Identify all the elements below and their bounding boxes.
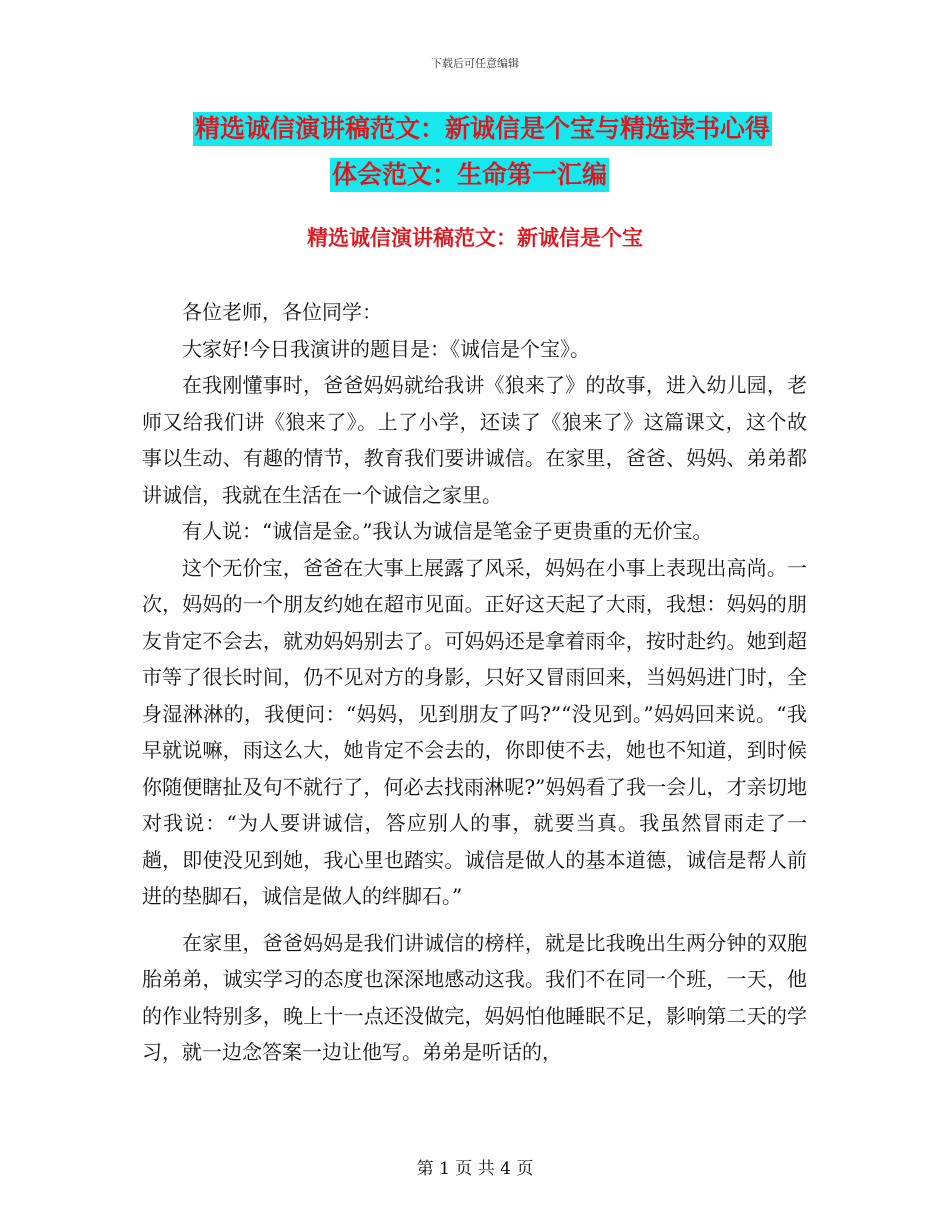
section-title: 精选诚信演讲稿范文：新诚信是个宝 <box>307 226 643 250</box>
paragraph: 大家好!今日我演讲的题目是：《诚信是个宝》。 <box>182 336 591 361</box>
body-text <box>142 294 807 1071</box>
title-line-1: 精选诚信演讲稿范文：新诚信是个宝与精选读书心得 <box>193 112 772 146</box>
paragraph: 有人说：“诚信是金。”我认为诚信是笔金子更贵重的无价宝。 <box>182 519 713 543</box>
paragraph: 这个无价宝，爸爸在大事上展露了风采，妈妈在小事上表现出高尚。一次，妈妈的一个朋友约她在超市见面。正好这天起了大雨，我想：妈妈的朋友肯定不会去，就劝妈妈别去了。可妈妈还是拿着雨伞，按时赴约。她到超市等了很长时间，仍不见对方的身影，只好又冒雨回来，当妈妈进门时，全身湿淋淋的，我便问：“妈妈，见到朋友了吗?”“没见到。”妈妈回来说。“我早就说嘛，雨这么大，她肯定不会去的，你即使不去，她也不知道，到时候你随便瞎扯及句不就行了，何必去找雨淋呢?”妈妈看了我一会儿，才亲切地对我说：“为人要讲诚信，答应别人的事，就要当真。我虽然冒雨走了一趟，即使没见到她，我心里也踏实。诚信是做人的基本道德，诚信是帮人前进的垫脚石，诚信是做人的绊脚石。” <box>142 555 807 908</box>
title-line-2: 体会范文：生命第一汇编 <box>330 158 609 192</box>
paragraph: 在我刚懂事时，爸爸妈妈就给我讲《狼来了》的故事，进入幼儿园，老师又给我们讲《狼来了》。上了小学，还读了《狼来了》这篇课文，这个故事以生动、有趣的情节，教育我们要讲诚信。在家里，爸爸、妈妈、弟弟都讲诚信，我就在生活在一个诚信之家里。 <box>142 373 807 507</box>
paragraph: 各位老师，各位同学： <box>182 300 382 324</box>
page-header-note: 下载后可任意编辑 <box>431 57 519 70</box>
paragraph: 在家里，爸爸妈妈是我们讲诚信的榜样，就是比我晚出生两分钟的双胞胎弟弟，诚实学习的态度也深深地感动这我。我们不在同一个班，一天，他的作业特别多，晚上十一点还没做完，妈妈怕他睡眠不足，影响第二天的学习，就一边念答案一边让他写。弟弟是听话的， <box>142 930 807 1064</box>
page-number-footer: 第 1 页 共 4 页 <box>416 1159 534 1179</box>
